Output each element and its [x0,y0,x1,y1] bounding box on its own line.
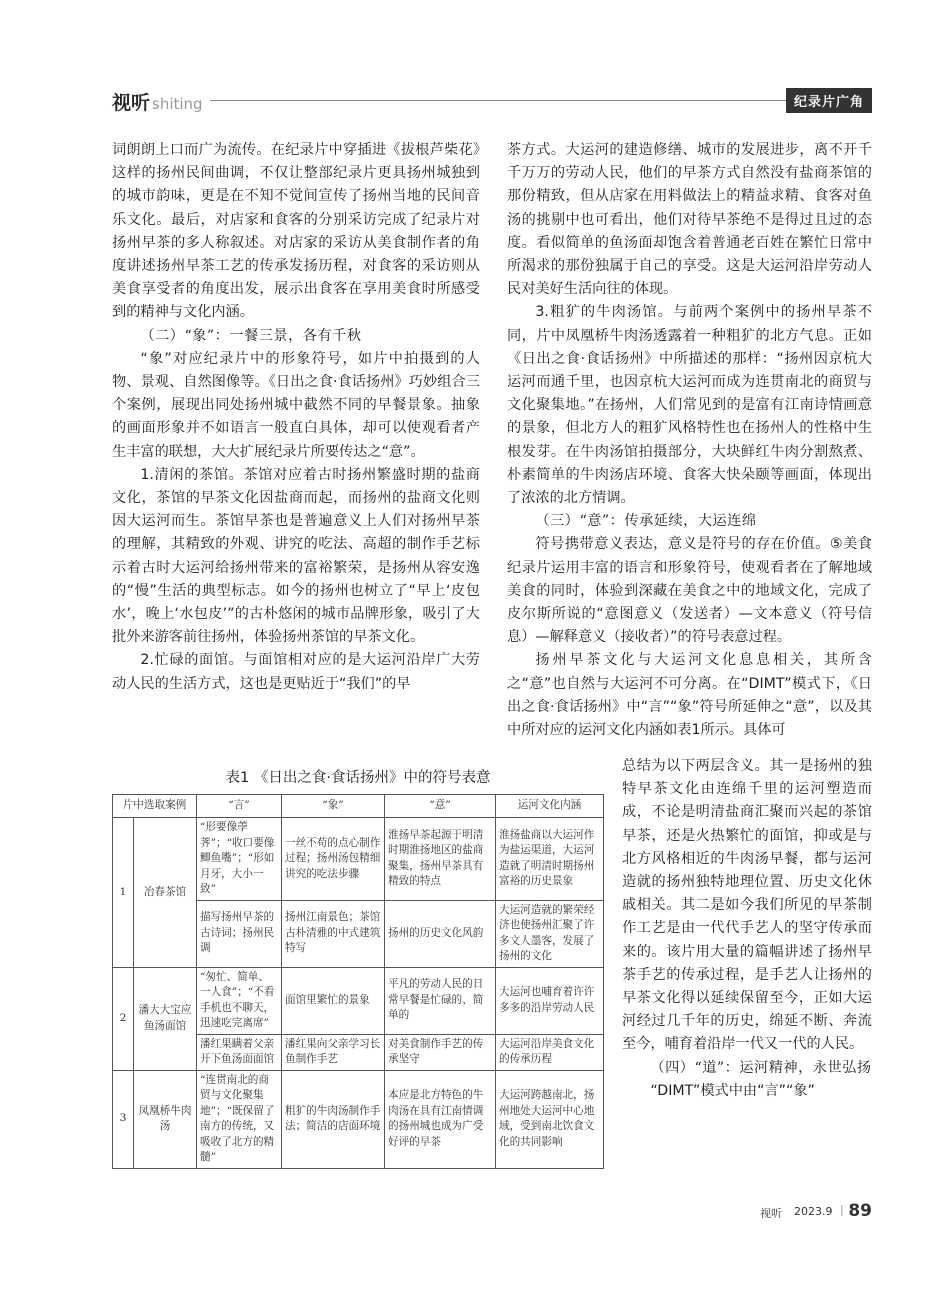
cell-yi: 淮扬早茶起源于明清时期淮扬地区的盐商聚集，扬州早茶具有精致的特点 [385,818,496,901]
cell-yi: 平凡的劳动人民的日常早餐是忙碌的、简单的 [385,967,496,1034]
cell-xiang: 潘红果向父亲学习长鱼制作手艺 [282,1034,385,1070]
brand-en: shiting [152,95,203,113]
cell-yi: 本应是北方特色的牛肉汤在具有江南情调的扬州城也成为广受好评的早茶 [385,1070,496,1168]
paragraph: 1.清闲的茶馆。茶馆对应着古时扬州繁盛时期的盐商文化，茶馆的早茶文化因盐商而起，而扬州的盐商文化则因大运河而生。茶馆早茶也是普遍意义上人们对扬州早茶的理解，其精致的外观、讲究的吃法、高超的制作手艺标示着古时大运河给扬州带来的富裕繁荣，是扬州从容安逸的“慢”生活的典型标志。如今的扬州也树立了“早上‘皮包水’，晚上‘水包皮’”的古朴悠闲的城市品牌形象，吸引了大批外来游客前往扬州，体验扬州茶馆的早茶文化。 [112,466,480,646]
cell-culture: 大运河跨越南北，扬州地处大运河中心地域，受到南北饮食文化的共同影响 [496,1070,604,1168]
case-name: 凤凰桥牛肉汤 [134,1070,197,1168]
cell-culture: 大运河也哺育着许许多多的沿岸劳动人民 [496,967,604,1034]
right-column-continued [622,755,872,1103]
page-number: 89 [848,1201,872,1221]
page-header [112,88,872,116]
footer-issue: 2023.9 [794,1205,833,1218]
symbol-meaning-table [112,794,604,1169]
section-tag: 纪录片广角 [786,88,872,113]
subheading: （四）“道”：运河精神，永世弘扬 [650,1059,872,1076]
paragraph: 符号携带意义表达，意义是符号的存在价值。⑤美食纪录片运用丰富的语言和形象符号，使观看者在了解地域美食的同时，体验到深藏在美食之中的地域文化，完成了皮尔斯所说的“意图意义（发送者）—文本意义（符号信息）—解释意义（接收者）”的符号表意过程。 [507,536,872,646]
row-number: 2 [113,967,134,1070]
row-number: 1 [113,818,134,968]
right-column [507,139,872,742]
cell-yan: “形要像荸荠”；“收口要像鲫鱼嘴”；“形如月牙，大小一致” [197,818,282,901]
paragraph: “DIMT”模式中由“言”“象” [650,1082,815,1099]
cell-yan: 描写扬州早茶的古诗词；扬州民调 [197,900,282,967]
table-row [113,967,604,1034]
page-footer [760,1201,872,1221]
paragraph: 词朗朗上口而广为流传。在纪录片中穿插进《拔根芦柴花》这样的扬州民间曲调，不仅让整部纪录片更具扬州城独到的城市韵味，更是在不知不觉间宣传了扬州当地的民间音乐文化。最后，对店家和食客的分别采访完成了纪录片对扬州早茶的多人称叙述。对店家的采访从美食制作者的角度讲述扬州早茶工艺的传承发扬历程，对食客的采访则从美食享受者的角度出发，展示出食客在享用美食时所感受到的精神与文化内涵。 [112,142,480,321]
table-row [113,818,604,901]
case-name: 潘大大宝应鱼汤面馆 [134,967,197,1070]
subheading: （二）“象”：一餐三景，各有千秋 [140,327,362,344]
left-column [112,139,480,696]
cell-xiang: 一丝不苟的点心制作过程；扬州汤包精细讲究的吃法步骤 [282,818,385,901]
footer-separator: | [840,1203,844,1216]
cell-yi: 扬州的历史文化风韵 [385,900,496,967]
table-row [113,1070,604,1168]
case-name: 冶春茶馆 [134,818,197,968]
paragraph: 总结为以下两层含义。其一是扬州的独特早茶文化由连绵千里的运河塑造而成，不论是明清盐商汇聚而兴起的茶馆早茶，还是火热繁忙的面馆，抑或是与北方风格相近的牛肉汤早餐，都与运河造就的扬州独特地理位置、历史文化休戚相关。其二是如今我们所见的早茶制作工艺是由一代代手艺人的坚守传承而来的。该片用大量的篇幅讲述了扬州早茶手艺的传承过程，是手艺人让扬州的早茶文化得以延续保留至今，正如大运河经过几千年的历史，绵延不断、奔流至今，哺育着沿岸一代又一代的人民。 [622,758,872,1053]
cell-yi: 对美食制作手艺的传承坚守 [385,1034,496,1070]
table-caption: 表1 《日出之食·食话扬州》中的符号表意 [225,770,491,786]
paragraph: “象”对应纪录片中的形象符号，如片中拍摄到的人物、景观、自然图像等。《日出之食·食话扬州》巧妙组合三个案例，展现出同处扬州城中截然不同的早餐景象。抽象的画面形象并不如语言一般直白具体，却可以使观看者产生丰富的联想，大大扩展纪录片所要传达之“意”。 [112,350,480,460]
header-yan: “言” [197,795,282,818]
journal-brand [112,88,203,115]
table-header-row [113,795,604,818]
row-number: 3 [113,1070,134,1168]
cell-yan: 潘红果瞒着父亲开下鱼汤面面馆 [197,1034,282,1070]
cell-xiang: 扬州江南景色；茶馆古朴清雅的中式建筑特写 [282,900,385,967]
header-yi: “意” [385,795,496,818]
paragraph: 2.忙碌的面馆。与面馆相对应的是大运河沿岸广大劳动人民的生活方式，这也是更贴近于“我们”的早 [112,652,480,692]
cell-yan: “连贯南北的商贸与文化聚集地”；“既保留了南方的传统，又吸收了北方的精髓” [197,1070,282,1168]
cell-culture: 淮扬盐商以大运河作为盐运渠道，大运河造就了明清时期扬州富裕的历史景象 [496,818,604,901]
footer-magazine: 视听 [760,1207,782,1220]
cell-culture: 大运河造就的繁荣经济也使扬州汇聚了许多文人墨客，发展了扬州的文化 [496,900,604,967]
brand-cn: 视听 [112,92,151,114]
subheading: （三）“意”：传承延续，大运连绵 [535,513,757,530]
cell-yan: “匆忙、简单、一人食”；“不看手机也不聊天，迅速吃完离席” [197,967,282,1034]
header-case: 片中选取案例 [113,795,197,818]
header-culture: 运河文化内涵 [496,795,604,818]
paragraph: 3.粗犷的牛肉汤馆。与前两个案例中的扬州早茶不同，片中凤凰桥牛肉汤透露着一种粗犷的北方气息。正如《日出之食·食话扬州》中所描述的那样：“扬州因京杭大运河而通千里，也因京杭大运河而成为连贯南北的商贸与文化聚集地。”在扬州，人们常见到的是富有江南诗情画意的景象，但北方人的粗犷风格特性也在扬州人的性格中生根发芽。在牛肉汤馆拍摄部分，大块鲜红牛肉分割熬煮、朴素简单的牛肉汤店环境、食客大快朵颐等画面，体现出了浓浓的北方情调。 [507,304,872,507]
cell-xiang: 粗犷的牛肉汤制作手法；简洁的店面环境 [282,1070,385,1168]
cell-xiang: 面馆里繁忙的景象 [282,967,385,1034]
header-xiang: “象” [282,795,385,818]
cell-culture: 大运河沿岸美食文化的传承历程 [496,1034,604,1070]
paragraph: 茶方式。大运河的建造修缮、城市的发展进步，离不开千千万万的劳动人民，他们的早茶方式自然没有盐商茶馆的那份精致，但从店家在用料做法上的精益求精、食客对鱼汤的挑剔中也可看出，他们对待早茶绝不是得过且过的态度。看似简单的鱼汤面却饱含着普通老百姓在繁忙日常中所渴求的那份独属于自己的享受。这是大运河沿岸劳动人民对美好生活向往的体现。 [507,142,872,298]
paragraph: 扬州早茶文化与大运河文化息息相关，其所含之“意”也自然与大运河不可分离。在“DIMT”模式下，《日出之食·食话扬州》中“言”“象”符号所延伸之“意”，以及其中所对应的运河文化内涵如表1所示。具体可 [507,652,872,739]
header-rule [210,100,792,101]
